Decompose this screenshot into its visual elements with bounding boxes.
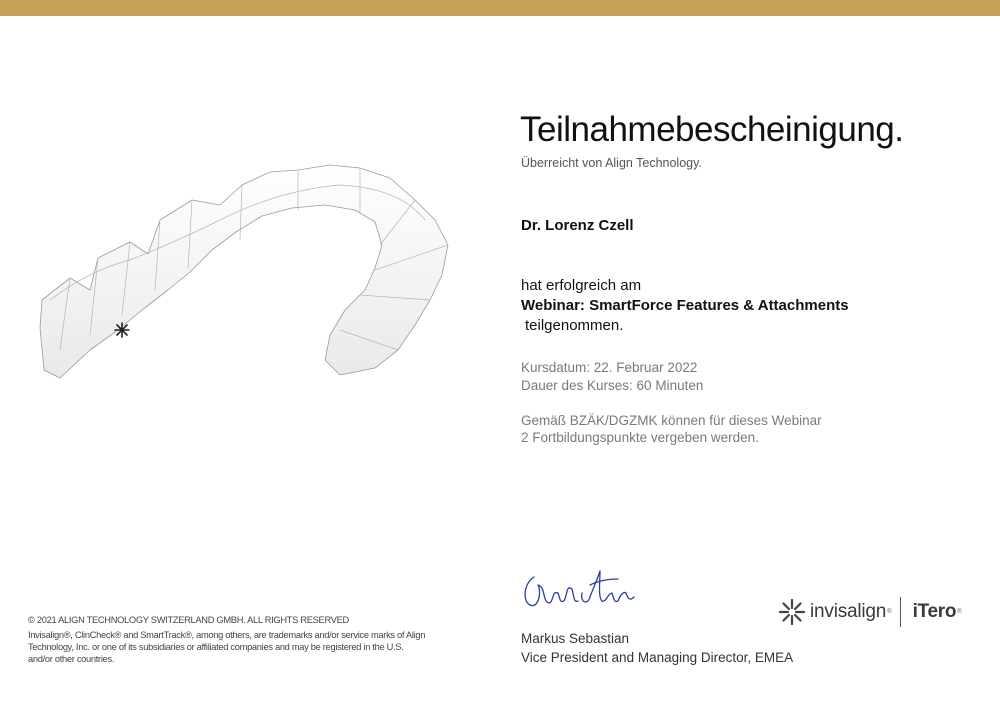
- logo-divider: [900, 597, 901, 627]
- signatory-role: Vice President and Managing Director, EMEA: [521, 650, 794, 665]
- legal-line: Technology, Inc. or one of its subsidiaries or affiliated companies and may be registered in the U.S.: [28, 642, 404, 652]
- registered-mark: ®: [887, 609, 892, 615]
- signatory-name: Markus Sebastian: [521, 631, 630, 646]
- handwritten-signature: [516, 563, 646, 618]
- legal-line: Invisalign®, ClinCheck® and SmartTrack®, among others, are trademarks and/or service marks of Align: [28, 630, 426, 640]
- body-intro: hat erfolgreich am: [521, 277, 642, 294]
- course-date: Kursdatum: 22. Februar 2022: [521, 360, 698, 375]
- certificate-title: Teilnahmebescheinigung.: [520, 110, 904, 149]
- legal-line: and/or other countries.: [28, 654, 115, 664]
- course-title: Webinar: SmartForce Features & Attachments: [521, 297, 849, 314]
- brand-logos: [778, 596, 962, 628]
- credits-line-2: 2 Fortbildungspunkte vergeben werden.: [521, 430, 759, 445]
- invisalign-star-icon: [778, 598, 806, 626]
- credits-line-1: Gemäß BZÄK/DGZMK können für dieses Webinar: [521, 413, 822, 428]
- course-duration: Dauer des Kurses: 60 Minuten: [521, 378, 704, 393]
- itero-logo-text: iTero: [912, 601, 957, 622]
- registered-mark: ®: [957, 609, 962, 615]
- certificate-subtitle: Überreicht von Align Technology.: [521, 156, 702, 170]
- invisalign-logo-text: invisalign: [810, 601, 887, 622]
- gold-accent-bar: [0, 0, 1000, 16]
- body-outro: teilgenommen.: [525, 317, 624, 334]
- recipient-name: Dr. Lorenz Czell: [521, 217, 634, 234]
- clear-aligner-image: [30, 150, 470, 390]
- copyright-notice: © 2021 ALIGN TECHNOLOGY SWITZERLAND GMBH. ALL RIGHTS RESERVED: [28, 615, 349, 625]
